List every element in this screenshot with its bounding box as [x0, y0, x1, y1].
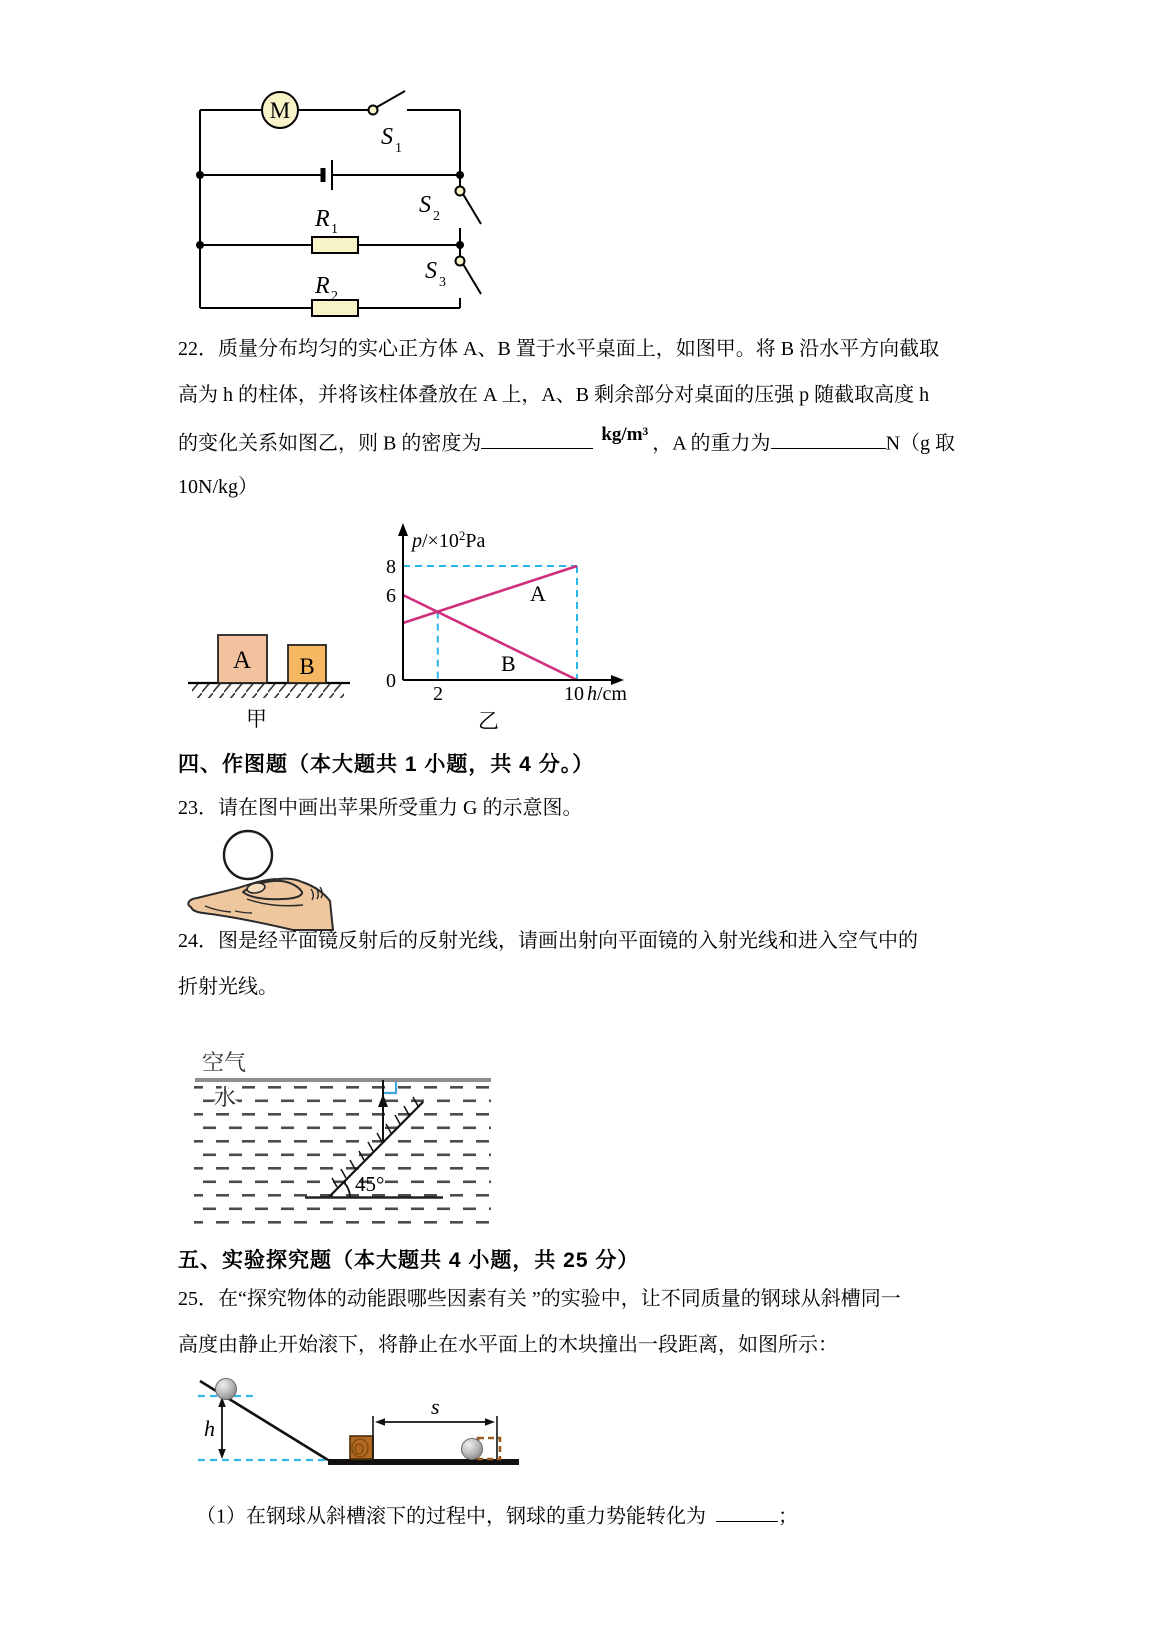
ground-hatching — [192, 684, 344, 698]
answer-blank-density — [481, 428, 593, 449]
q22-line3-pre: 的变化关系如图乙，则 B 的密度为 — [178, 432, 482, 455]
steel-ball-bottom — [462, 1439, 483, 1460]
q25-sub1-pre: （1）在钢球从斜槽滚下的过程中，钢球的重力势能转化为 — [196, 1505, 706, 1528]
xtick-2: 2 — [433, 683, 443, 705]
q22-line3-mid: ，A 的重力为 — [652, 432, 771, 455]
steel-ball-top — [216, 1379, 237, 1400]
answer-blank-weight — [771, 428, 886, 449]
resistor-r1 — [312, 237, 358, 253]
block-b-label: B — [299, 654, 315, 679]
s3-label: S — [425, 258, 437, 284]
q25-line1: 25．在“探究物体的动能跟哪些因素有关 ”的实验中，让不同质量的钢球从斜槽同一 — [178, 1288, 901, 1310]
line-a-letter: A — [530, 581, 546, 606]
incline-figure — [185, 1376, 530, 1471]
blocks-figure — [180, 623, 360, 708]
height-label: h — [204, 1416, 215, 1441]
q22-line3 — [178, 424, 956, 457]
height-arrow — [218, 1397, 226, 1459]
r2-sub: 2 — [331, 289, 338, 304]
line-b — [403, 595, 577, 680]
switch-s1 — [369, 91, 406, 115]
circuit-diagram — [185, 78, 475, 330]
line-a — [403, 566, 577, 623]
y-axis-label: $p/\times 10^2Pa$ — [412, 528, 486, 552]
hand-apple-figure — [183, 826, 373, 930]
q25-sub1 — [196, 1501, 798, 1529]
q22-line2: 高为 h 的柱体，并将该柱体叠放在 A 上，A、B 剩余部分对桌面的压强 p 随截取高度 h — [178, 384, 930, 406]
dashed-guides — [403, 566, 577, 680]
switch-s2 — [456, 187, 482, 225]
q24-line1: 24．图是经平面镜反射后的反射光线，请画出射向平面镜的入射光线和进入空气中的 — [178, 930, 918, 952]
q22-line4: 10N/kg） — [178, 476, 258, 498]
q25-sub1-post: ； — [778, 1505, 798, 1528]
apple — [224, 831, 272, 879]
air-label: 空气 — [202, 1050, 247, 1075]
distance-arrow — [375, 1418, 495, 1426]
xtick-10: 10 — [564, 683, 584, 705]
ytick-0: 0 — [386, 670, 396, 692]
q22-unit-kg-m3: kg/m³ — [601, 424, 649, 446]
s3-sub: 3 — [439, 275, 446, 290]
s1-label: S — [381, 124, 393, 150]
water-body — [194, 1084, 491, 1226]
answer-blank-energy — [716, 1501, 778, 1522]
section4-heading: 四、作图题（本大题共 1 小题，共 4 分。） — [178, 753, 595, 776]
s2-sub: 2 — [433, 209, 440, 224]
r1-label: R — [315, 206, 330, 232]
height-reference-dashes — [198, 1396, 327, 1460]
r2-label: R — [315, 273, 330, 299]
line-b-letter: B — [501, 651, 516, 676]
y-axis-arrow — [398, 523, 408, 536]
switch-s3 — [456, 257, 482, 295]
angle-label: 45° — [355, 1172, 385, 1196]
s2-label: S — [419, 192, 431, 218]
ytick-6: 6 — [386, 585, 396, 607]
ytick-8: 8 — [386, 556, 396, 578]
s1-sub: 1 — [395, 141, 402, 156]
q25-line2: 高度由静止开始滚下，将静止在水平面上的木块撞出一段距离，如图所示： — [178, 1334, 838, 1356]
r1-sub: 1 — [331, 222, 338, 237]
pressure-graph — [368, 503, 633, 703]
block-a-label: A — [232, 647, 252, 674]
wood-block — [350, 1436, 373, 1459]
q22-line3-post: N（g 取 — [885, 432, 956, 455]
q23-text: 23．请在图中画出苹果所受重力 G 的示意图。 — [178, 797, 583, 819]
distance-label: s — [431, 1394, 440, 1419]
q22-line1: 22．质量分布均匀的实心正方体 A、B 置于水平桌面上，如图甲。将 B 沿水平方向截取 — [178, 338, 940, 360]
x-axis-label: h/cm — [587, 683, 627, 705]
q24-line2: 折射光线。 — [178, 976, 278, 998]
caption-yi: 乙 — [478, 709, 499, 733]
motor-label: M — [269, 98, 291, 123]
battery-symbol — [323, 160, 332, 190]
section5-heading: 五、实验探究题（本大题共 4 小题，共 25 分） — [178, 1249, 640, 1272]
water-label: 水 — [214, 1085, 237, 1110]
caption-jia: 甲 — [246, 707, 267, 731]
refraction-figure — [190, 1028, 495, 1230]
